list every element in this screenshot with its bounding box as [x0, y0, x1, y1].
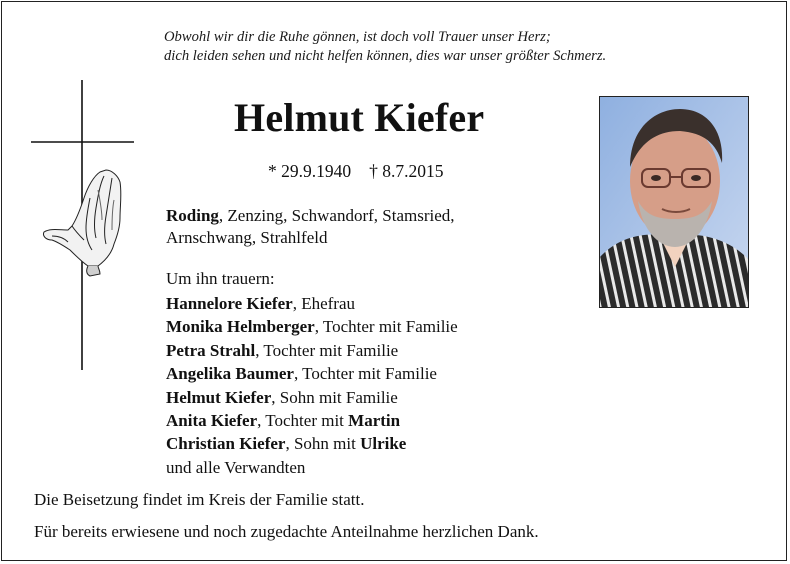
- cross-icon: [28, 80, 138, 372]
- mourner-item: [166, 292, 458, 315]
- portrait-photo: [599, 96, 749, 308]
- death-date: † 8.7.2015: [369, 161, 444, 181]
- life-dates: [268, 160, 444, 182]
- mourner-name: Hannelore Kiefer: [166, 294, 293, 313]
- mourner-item: [166, 409, 458, 432]
- mourners-list: [166, 292, 458, 479]
- mourner-relation: , Sohn mit Familie: [271, 387, 398, 407]
- poem-verse: [164, 28, 606, 66]
- mourners-heading: Um ihn trauern:: [166, 269, 275, 288]
- mourner-name: Helmut Kiefer: [166, 387, 272, 407]
- thanks-note: Für bereits erwiesene und noch zugedachte Anteilnahme herzlichen Dank.: [34, 522, 539, 541]
- portrait-image: [600, 97, 749, 308]
- mourner-relation: , Ehefrau: [292, 294, 355, 313]
- mourner-name: Monika Helmberger: [166, 317, 315, 337]
- mourner-item: [166, 362, 458, 385]
- mourner-name: Christian Kiefer: [166, 434, 286, 454]
- places-rest: , Zenzing, Schwandorf, Stamsried,: [218, 206, 455, 225]
- places: [166, 205, 455, 248]
- birth-date: * 29.9.1940: [268, 161, 352, 181]
- mourner-relation: , Tochter mit: [257, 411, 349, 431]
- mourner-relation: , Sohn mit: [285, 434, 361, 454]
- mourner-partner: Martin: [348, 411, 401, 431]
- mourner-item: [166, 386, 458, 409]
- mourners-closing: und alle Verwandten: [166, 457, 306, 477]
- mourner-item: [166, 432, 458, 455]
- mourner-name: Petra Strahl: [166, 340, 256, 360]
- places-line: Arnschwang, Strahlfeld: [166, 227, 328, 247]
- mourner-partner: Ulrike: [360, 434, 407, 454]
- mourner-name: Angelika Baumer: [166, 364, 294, 384]
- mourner-relation: , Tochter mit Familie: [314, 317, 458, 337]
- places-line: [166, 205, 455, 227]
- mourner-item: [166, 339, 458, 362]
- mourner-relation: , Tochter mit Familie: [255, 340, 399, 360]
- mourner-relation: , Tochter mit Familie: [293, 364, 437, 384]
- mourner-name: Anita Kiefer: [166, 411, 258, 431]
- deceased-name: Helmut Kiefer: [234, 95, 485, 140]
- burial-note: Die Beisetzung findet im Kreis der Familie statt.: [34, 490, 365, 509]
- primary-place: Roding: [166, 206, 219, 225]
- poem-line: dich leiden sehen und nicht helfen können, dies war unser größter Schmerz.: [164, 48, 607, 64]
- poem-line: Obwohl wir dir die Ruhe gönnen, ist doch voll Trauer unser Herz;: [164, 29, 551, 45]
- mourner-item: [166, 315, 458, 338]
